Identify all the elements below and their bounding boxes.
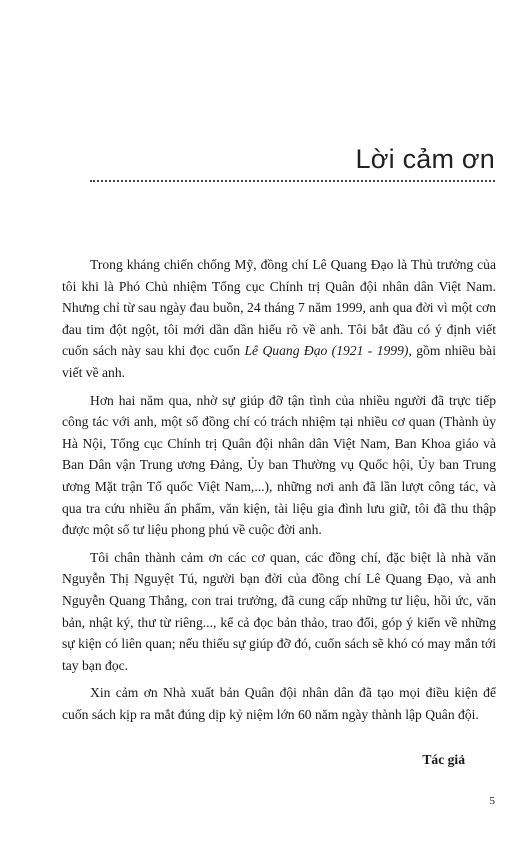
acknowledgement-body bbox=[62, 254, 496, 731]
title-dotted-rule bbox=[90, 180, 495, 182]
paragraph-1 bbox=[62, 254, 496, 384]
paragraph-1-text-start: Trong kháng chiến chống Mỹ, đồng chí Lê Quang Đạo là Thủ trưởng của tôi khi là Phó Chủ nhiệm Tổng cục Chính trị Quân đội nhân dân Việt Nam. Nhưng chỉ từ sau ngày đau buồn, 24 tháng 7 năm 1999, anh qua đời vì một cơn đau tim đột ngột, tôi mới dần dần hiểu rõ về anh. Tôi bắt đầu có ý định viết cuốn sách này sau khi đọc cuốn bbox=[62, 257, 496, 359]
page-number: 5 bbox=[489, 795, 495, 807]
paragraph-1-text-end: , gồm nhiều bài viết về anh. bbox=[62, 343, 496, 380]
book-title-reference: Lê Quang Đạo (1921 - 1999) bbox=[244, 343, 409, 359]
page-title: Lời cảm ơn bbox=[355, 144, 495, 174]
paragraph-4: Xin cảm ơn Nhà xuất bản Quân đội nhân dân đã tạo mọi điều kiện để cuốn sách kịp ra mắt đúng dịp kỷ niệm lớn 60 năm ngày thành lập Quân đội. bbox=[62, 685, 496, 722]
author-signature: Tác giả bbox=[422, 752, 465, 767]
paragraph-3: Tôi chân thành cảm ơn các cơ quan, các đồng chí, đặc biệt là nhà văn Nguyễn Thị Nguyệt Tú, người bạn đời của đồng chí Lê Quang Đạo, và anh Nguyễn Quang Thắng, con trai trưởng, đã cung cấp những tư liệu, hồi ức, văn bản, nhật ký, thư từ riêng..., kể cả đọc bản thảo, trao đổi, góp ý kiến về những sự kiện có liên quan; nếu thiếu sự giúp đỡ đó, cuốn sách sẽ khó có may mắn tới tay bạn đọc. bbox=[62, 549, 496, 673]
paragraph-2: Hơn hai năm qua, nhờ sự giúp đỡ tận tình của nhiều người đã trực tiếp công tác với anh, một số đồng chí có trách nhiệm tại nhiều cơ quan (Thành ủy Hà Nội, Tổng cục Chính trị Quân đội nhân dân Việt Nam, Ban Khoa giáo và Ban Dân vận Trung ương Đảng, Ủy ban Thường vụ Quốc hội, Ủy ban Trung ương Mặt trận Tổ quốc Việt Nam,...), những nơi anh đã lần lượt công tác, và qua tra cứu nhiều ấn phẩm, văn kiện, tài liệu gia đình lưu giữ, tôi đã thu thập được một số tư liệu phong phú về cuộc đời anh. bbox=[62, 392, 496, 538]
